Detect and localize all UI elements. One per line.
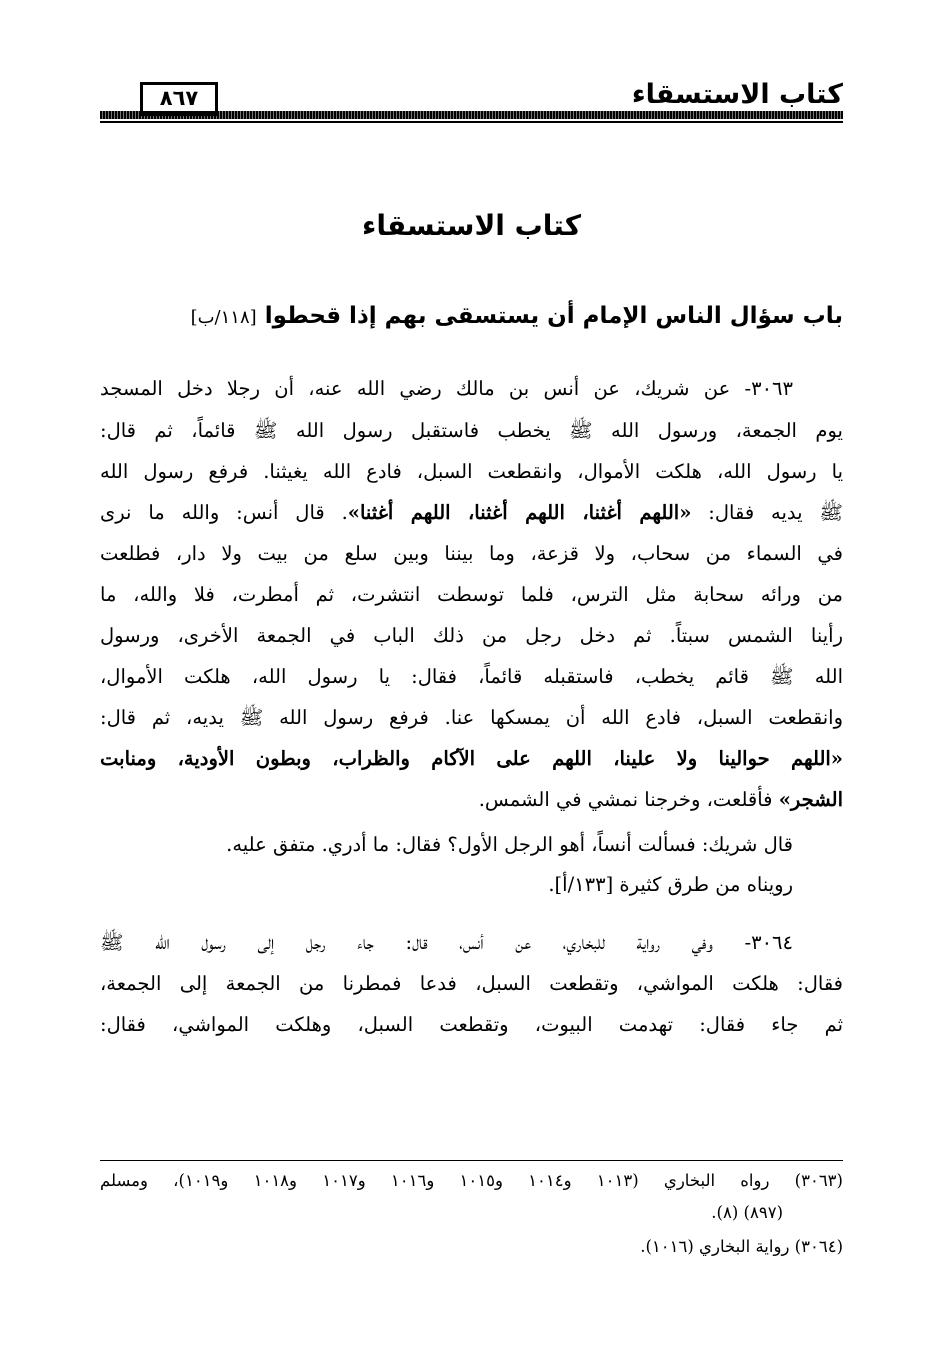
hadith-3063-line-4 [100,494,843,532]
chapter-title: باب سؤال الناس الإمام أن يستسقى بهم إذا قحطوا [264,303,843,329]
prayer-quote: الشجر» [778,788,843,811]
prayer-quote: «اللهم أغثنا، اللهم أغثنا، اللهم أغثنا» [347,501,692,524]
hadith-3064-line-2: فقال: هلكت المواشي، وتقطعت السبل، فدعا فمطرنا من الجمعة إلى الجمعة، [100,972,843,995]
hadith-3063-line-5: في السماء من سحاب، ولا قزعة، وما بيننا وبين سلع من بيت ولا دار، فطلعت [100,542,843,565]
book-title: كتاب الاستسقاء [362,209,581,242]
footnote-3064: (٣٠٦٤) رواية البخاري (١٠١٦). [640,1237,843,1256]
chapter-heading [191,295,843,339]
header-rule-thin [100,121,843,123]
hadith-3063-line-3: يا رسول الله، هلكت الأموال، وانقطعت السبل، فادع الله يغيثنا. فرفع رسول الله [100,460,843,483]
prayer-quote: «اللهم حوالينا ولا علينا، اللهم على الآكام والظراب، وبطون الأودية، ومنابت [100,747,843,770]
hadith-3063-line-1: ٣٠٦٣- عن شريك، عن أنس بن مالك رضي الله عنه، أن رجلا دخل المسجد [100,377,793,400]
hadith-3064-line-1: ٣٠٦٤- وفي رواية للبخاري، عن أنس، قال: جاء رجل إلى رسول الله ﷺ [100,931,793,954]
hadith-3063-line-6: من ورائه سحابة مثل الترس، فلما توسطت انتشرت، ثم أمطرت، فلا والله، ما [100,583,843,606]
hadith-3063-line-11 [479,781,843,819]
hadith-3064-line-3: ثم جاء فقال: تهدمت البيوت، وتقطعت السبل، وهلكت المواشي، فقال: [100,1013,843,1036]
footnote-3063-line-1: (٣٠٦٣) رواه البخاري (١٠١٣ و١٠١٤ و١٠١٥ و١٠١٦ و١٠١٧ و١٠١٨ و١٠١٩)، ومسلم [100,1171,843,1190]
hadith-text: . قال أنس: والله ما نرى [100,501,348,524]
hadith-3063-line-8: الله ﷺ قائم يخطب، فاستقبله قائماً، فقال: يا رسول الله، هلكت الأموال، [100,665,843,688]
hadith-3063-line-2: يوم الجمعة، ورسول الله ﷺ يخطب فاستقبل رسول الله ﷺ قائماً، ثم قال: [100,419,843,442]
hadith-3063-line-12: قال شريك: فسألت أنساً، أهو الرجل الأول؟ فقال: ما أدري. متفق عليه. [226,833,793,856]
footnote-rule [100,1160,843,1161]
hadith-3063-line-10 [100,740,843,778]
page-number: ٨٦٧ [140,82,218,116]
manuscript-ref: [١١٨/ب] [190,307,257,328]
hadith-3063-line-13: رويناه من طرق كثيرة [١٣٣/أ]. [548,873,793,896]
hadith-3063-line-7: رأينا الشمس سبتاً. ثم دخل رجل من ذلك الباب في الجمعة الأخرى، ورسول [100,624,843,647]
hadith-text: فأقلعت، وخرجنا نمشي في الشمس. [478,788,779,811]
footnote-3063-line-2: (٨٩٧) (٨). [711,1203,783,1222]
hadith-text: ﷺ يديه فقال: [708,501,843,524]
hadith-3063-line-9: وانقطعت السبل، فادع الله أن يمسكها عنا. فرفع رسول الله ﷺ يديه، ثم قال: [100,706,843,729]
running-header-title: كتاب الاستسقاء [631,79,843,110]
